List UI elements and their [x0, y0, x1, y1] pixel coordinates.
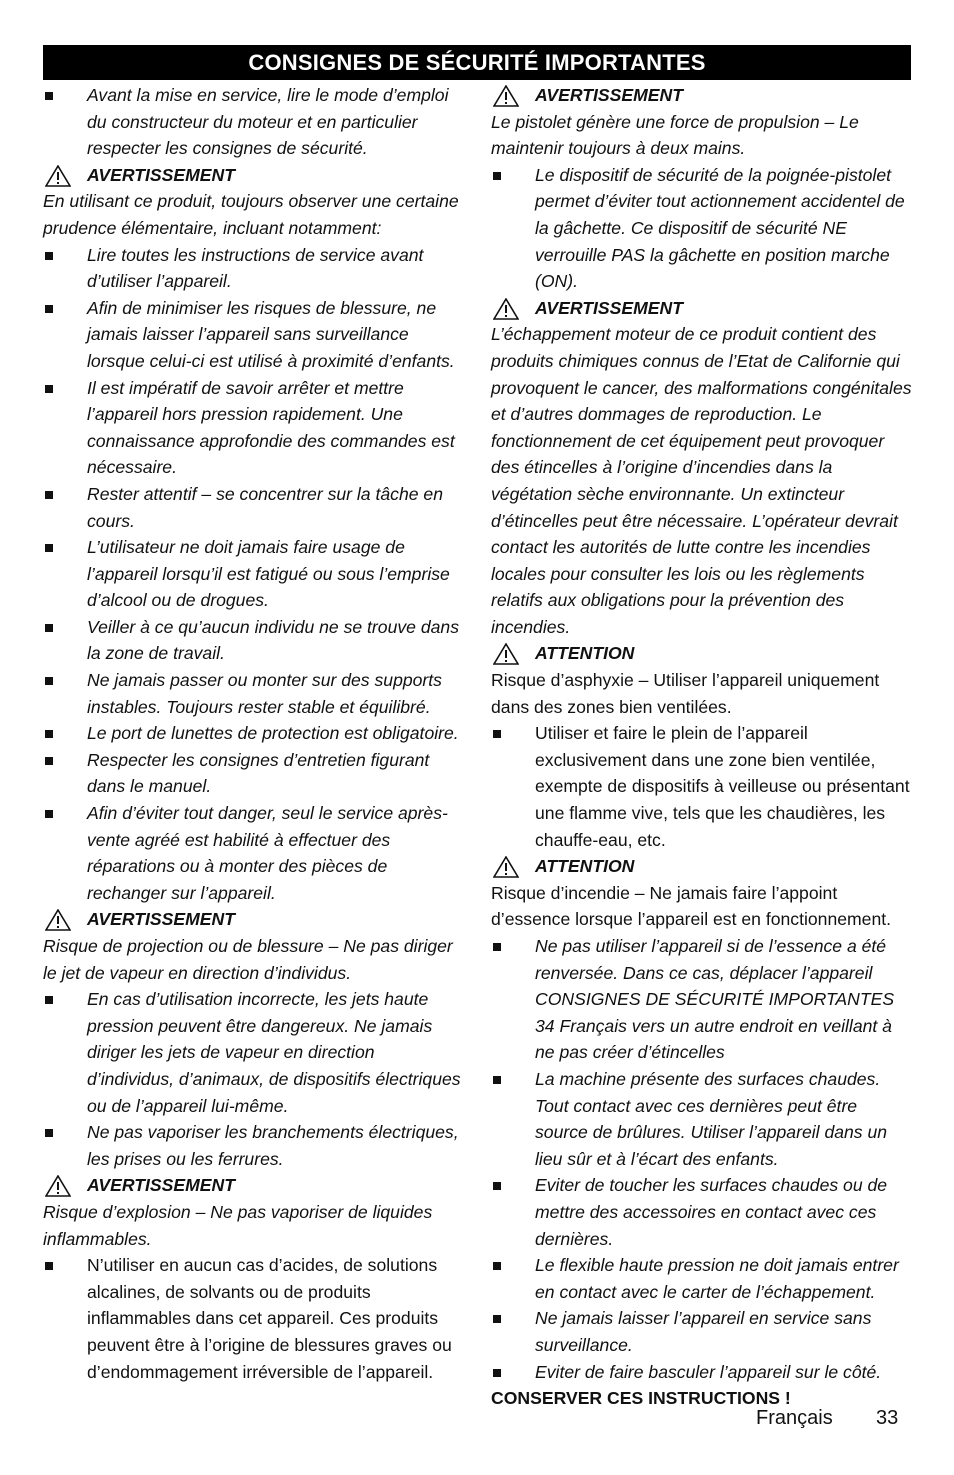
list-item: Le port de lunettes de protection est obligatoire.	[43, 720, 463, 747]
caution-text: Risque d’incendie – Ne jamais faire l’appoint d’essence lorsque l’appareil est en fonctionnement.	[491, 882, 892, 930]
warning-heading: AVERTISSEMENT	[491, 295, 913, 322]
list-item: Le flexible haute pression ne doit jamais entrer en contact avec le carter de l’échappement.	[491, 1252, 913, 1305]
bullet-list	[491, 162, 913, 295]
warning-triangle-icon	[45, 1175, 71, 1197]
list-item: N’utiliser en aucun cas d’acides, de solutions alcalines, de solvants ou de produits inflammables dans cet appareil. Ces produits peuvent être à l’origine de blessures graves ou d’endommagement irréversible de l’appareil.	[43, 1252, 463, 1385]
caution-heading: ATTENTION	[491, 853, 913, 880]
page-header: CONSIGNES DE SÉCURITÉ IMPORTANTES	[43, 45, 911, 80]
list-item: Il est impératif de savoir arrêter et mettre l’appareil hors pression rapidement. Une connaissance approfondie des commandes est nécessaire.	[43, 375, 463, 481]
warning-triangle-icon	[493, 85, 519, 107]
closing-note: CONSERVER CES INSTRUCTIONS !	[491, 1388, 791, 1409]
warning-text: En utilisant ce produit, toujours observer une certaine prudence élémentaire, incluant notamment:	[43, 191, 459, 238]
list-item: Lire toutes les instructions de service avant d’utiliser l’appareil.	[43, 242, 463, 295]
list-item: Eviter de faire basculer l’appareil sur le côté.	[491, 1359, 913, 1386]
list-item: L’utilisateur ne doit jamais faire usage de l’appareil lorsqu’il est fatigué ou sous l’emprise d’alcool ou de drogues.	[43, 534, 463, 614]
bullet-icon	[45, 491, 53, 499]
right-column	[491, 82, 913, 1412]
bullet-icon	[493, 172, 501, 180]
caution-heading: ATTENTION	[491, 640, 913, 667]
warning-heading: AVERTISSEMENT	[491, 82, 913, 109]
bullet-icon	[45, 544, 53, 552]
list-item: La machine présente des surfaces chaudes. Tout contact avec ces dernières peut être source de brûlures. Utiliser l’appareil dans un lieu sûr et à l’écart des enfants.	[491, 1066, 913, 1172]
bullet-icon	[493, 1076, 501, 1084]
bullet-icon	[493, 1369, 501, 1377]
bullet-icon	[45, 252, 53, 260]
warning-text: Le pistolet génère une force de propulsion – Le maintenir toujours à deux mains.	[491, 111, 859, 159]
bullet-list	[491, 933, 913, 1385]
bullet-list	[43, 986, 463, 1172]
bullet-icon	[493, 1182, 501, 1190]
page-number: 33	[876, 1407, 899, 1429]
bullet-icon	[493, 730, 501, 738]
bullet-icon	[45, 810, 53, 818]
bullet-icon	[45, 996, 53, 1004]
bullet-icon	[45, 1129, 53, 1137]
bullet-list	[43, 1252, 463, 1385]
list-item: Afin de minimiser les risques de blessure, ne jamais laisser l’appareil sans surveillance lorsque celui-ci est utilisé à proximité d’enfants.	[43, 295, 463, 375]
bullet-icon	[45, 730, 53, 738]
list-item: Eviter de toucher les surfaces chaudes ou de mettre des accessoires en contact avec ces dernières.	[491, 1172, 913, 1252]
list-item: Afin d’éviter tout danger, seul le service après-vente agréé est habilité à effectuer des réparations ou à monter des pièces de rechanger sur l’appareil.	[43, 800, 463, 906]
bullet-icon	[45, 1262, 53, 1270]
bullet-icon	[45, 677, 53, 685]
warning-text: Risque d’explosion – Ne pas vaporiser de liquides inflammables.	[43, 1201, 433, 1249]
bullet-icon	[45, 757, 53, 765]
caution-text: Risque d’asphyxie – Utiliser l’appareil uniquement dans des zones bien ventilées.	[491, 670, 880, 717]
bullet-icon	[493, 943, 501, 951]
warning-triangle-icon	[493, 856, 519, 878]
list-item: Respecter les consignes d’entretien figurant dans le manuel.	[43, 747, 463, 800]
left-column	[43, 82, 463, 1385]
warning-heading: AVERTISSEMENT	[43, 906, 463, 933]
bullet-icon	[45, 624, 53, 632]
bullet-icon	[45, 92, 53, 100]
list-item: Avant la mise en service, lire le mode d’emploi du constructeur du moteur et en particulier respecter les consignes de sécurité.	[43, 82, 463, 162]
footer-language: Français	[756, 1407, 833, 1429]
list-item: Utiliser et faire le plein de l’appareil exclusivement dans une zone bien ventilée, exempte de dispositifs à veilleuse ou présentant une flamme vive, tels que les chaudières, les chauffe-eau, etc.	[491, 720, 913, 853]
bullet-icon	[493, 1262, 501, 1270]
warning-triangle-icon	[493, 643, 519, 665]
warning-text: L’échappement moteur de ce produit contient des produits chimiques connus de l’Etat de Californie qui provoquent le cancer, des malformations congénitales et d’autres dommages de reproduction. Le fonctionnement de cet équipement peut provoquer des étincelles à l’origine d’incendies dans la végétation sèche environnante. Un extincteur d’étincelles peut être nécessaire. L’opérateur devrait contact les autorités de lutte contre les incendies locales pour consulter les lois ou les règlements relatifs aux obligations pour la prévention des incendies.	[491, 324, 912, 637]
warning-text: Risque de projection ou de blessure – Ne pas diriger le jet de vapeur en direction d’individus.	[43, 936, 453, 983]
list-item: Ne pas utiliser l’appareil si de l’essence a été renversée. Dans ce cas, déplacer l’appareil CONSIGNES DE SÉCURITÉ IMPORTANTES 34 Français vers un autre endroit en veillant à ne pas créer d’étincelles	[491, 933, 913, 1066]
list-item: Ne pas vaporiser les branchements électriques, les prises ou les ferrures.	[43, 1119, 463, 1172]
warning-triangle-icon	[45, 165, 71, 187]
warning-heading: AVERTISSEMENT	[43, 162, 463, 189]
bullet-icon	[493, 1315, 501, 1323]
bullet-icon	[45, 385, 53, 393]
warning-triangle-icon	[45, 909, 71, 931]
bullet-list	[491, 720, 913, 853]
list-item: Le dispositif de sécurité de la poignée-pistolet permet d’éviter tout actionnement accidentel de la gâchette. Ce dispositif de sécurité NE verrouille PAS la gâchette en position marche (ON).	[491, 162, 913, 295]
list-item: Ne jamais laisser l’appareil en service sans surveillance.	[491, 1305, 913, 1358]
list-item: En cas d’utilisation incorrecte, les jets haute pression peuvent être dangereux. Ne jamais diriger les jets de vapeur en direction d’individus, d’animaux, de dispositifs électriques ou de l’appareil lui-même.	[43, 986, 463, 1119]
warning-triangle-icon	[493, 298, 519, 320]
warning-heading: AVERTISSEMENT	[43, 1172, 463, 1199]
bullet-list	[43, 242, 463, 907]
list-item: Ne jamais passer ou monter sur des supports instables. Toujours rester stable et équilibré.	[43, 667, 463, 720]
bullet-icon	[45, 305, 53, 313]
list-item: Veiller à ce qu’aucun individu ne se trouve dans la zone de travail.	[43, 614, 463, 667]
list-item: Rester attentif – se concentrer sur la tâche en cours.	[43, 481, 463, 534]
